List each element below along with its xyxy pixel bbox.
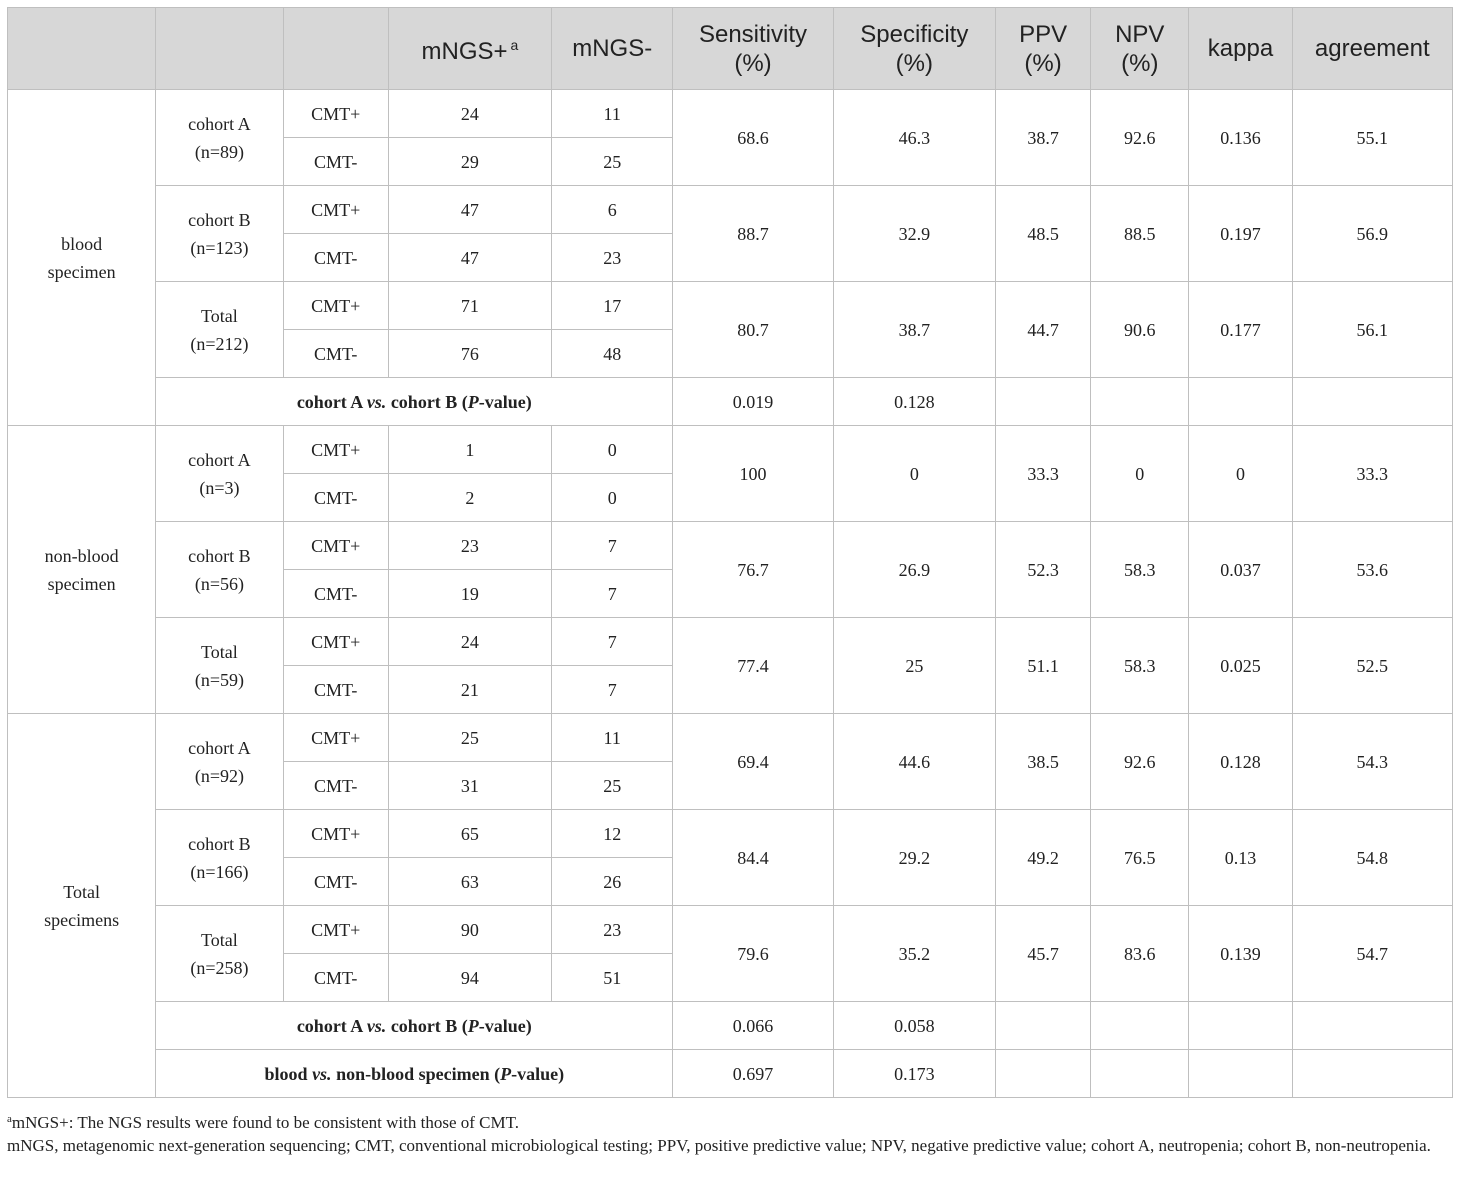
empty-cell [1292,1050,1452,1098]
mngs-neg-cell: 7 [552,618,673,666]
group-label-total: Total specimens [8,714,156,1098]
kappa-cell: 0.197 [1189,186,1292,282]
mngs-neg-cell: 17 [552,282,673,330]
mngs-neg-cell: 0 [552,474,673,522]
pvalue-specificity: 0.173 [833,1050,995,1098]
mngs-pos-cell: 31 [388,762,551,810]
footnote-a: $^a$mNGS+: The NGS results were found to be consistent with those of CMT. [7,1113,519,1132]
cmt-label: CMT+ [283,810,388,858]
kappa-cell: 0 [1189,426,1292,522]
specificity-cell: 46.3 [833,90,995,186]
agreement-cell: 54.3 [1292,714,1452,810]
cohort-label: Total (n=258) [156,906,283,1002]
mngs-neg-cell: 0 [552,426,673,474]
sensitivity-cell: 77.4 [673,618,833,714]
table-row [8,1050,1453,1098]
mngs-neg-cell: 6 [552,186,673,234]
cohort-label: cohort B (n=166) [156,810,283,906]
agreement-cell: 55.1 [1292,90,1452,186]
header-row [8,8,1453,90]
header-mngs-positive: mNGS+ $^a$ [388,8,551,90]
pvalue-label: cohort A vs. cohort B (P-value) [156,378,673,426]
cmt-label: CMT- [283,138,388,186]
cohort-label: cohort B (n=123) [156,186,283,282]
table-row [8,714,1453,762]
empty-cell [1189,378,1292,426]
npv-cell: 88.5 [1091,186,1189,282]
mngs-neg-cell: 7 [552,570,673,618]
mngs-pos-cell: 90 [388,906,551,954]
mngs-neg-cell: 25 [552,138,673,186]
table-row [8,90,1453,138]
mngs-neg-cell: 7 [552,522,673,570]
agreement-cell: 54.7 [1292,906,1452,1002]
empty-cell [1091,378,1189,426]
cmt-label: CMT- [283,666,388,714]
mngs-pos-cell: 47 [388,186,551,234]
npv-cell: 58.3 [1091,618,1189,714]
cmt-label: CMT+ [283,186,388,234]
ppv-cell: 45.7 [995,906,1090,1002]
specificity-cell: 29.2 [833,810,995,906]
mngs-neg-cell: 26 [552,858,673,906]
ppv-cell: 52.3 [995,522,1090,618]
empty-cell [1189,1050,1292,1098]
specificity-cell: 38.7 [833,282,995,378]
table-row [8,282,1453,330]
cmt-label: CMT+ [283,618,388,666]
cohort-label: Total (n=59) [156,618,283,714]
ppv-cell: 51.1 [995,618,1090,714]
npv-cell: 83.6 [1091,906,1189,1002]
ppv-cell: 49.2 [995,810,1090,906]
cmt-label: CMT+ [283,90,388,138]
cmt-label: CMT- [283,954,388,1002]
pvalue-label: blood vs. non-blood specimen (P-value) [156,1050,673,1098]
mngs-pos-cell: 19 [388,570,551,618]
sensitivity-cell: 88.7 [673,186,833,282]
ppv-cell: 38.7 [995,90,1090,186]
header-kappa: kappa [1189,8,1292,90]
header-blank-1 [8,8,156,90]
results-table [7,7,1453,1098]
table-row [8,1002,1453,1050]
ppv-cell: 38.5 [995,714,1090,810]
agreement-cell: 53.6 [1292,522,1452,618]
header-specificity: Specificity (%) [833,8,995,90]
header-npv: NPV (%) [1091,8,1189,90]
header-blank-3 [283,8,388,90]
table-row [8,618,1453,666]
npv-cell: 0 [1091,426,1189,522]
empty-cell [995,1050,1090,1098]
table-row [8,522,1453,570]
kappa-cell: 0.128 [1189,714,1292,810]
cohort-label: cohort A (n=92) [156,714,283,810]
mngs-pos-cell: 2 [388,474,551,522]
kappa-cell: 0.177 [1189,282,1292,378]
mngs-pos-cell: 65 [388,810,551,858]
specificity-cell: 0 [833,426,995,522]
sensitivity-cell: 69.4 [673,714,833,810]
pvalue-sensitivity: 0.697 [673,1050,833,1098]
mngs-pos-cell: 71 [388,282,551,330]
mngs-pos-cell: 94 [388,954,551,1002]
agreement-cell: 33.3 [1292,426,1452,522]
pvalue-sensitivity: 0.019 [673,378,833,426]
cmt-label: CMT+ [283,426,388,474]
table-row [8,810,1453,858]
table-row [8,906,1453,954]
mngs-pos-cell: 47 [388,234,551,282]
cmt-label: CMT+ [283,714,388,762]
cohort-label: Total (n=212) [156,282,283,378]
empty-cell [995,378,1090,426]
npv-cell: 76.5 [1091,810,1189,906]
sensitivity-cell: 80.7 [673,282,833,378]
mngs-pos-cell: 1 [388,426,551,474]
empty-cell [1189,1002,1292,1050]
cmt-label: CMT- [283,234,388,282]
npv-cell: 90.6 [1091,282,1189,378]
pvalue-specificity: 0.058 [833,1002,995,1050]
kappa-cell: 0.139 [1189,906,1292,1002]
mngs-neg-cell: 23 [552,234,673,282]
header-sensitivity: Sensitivity (%) [673,8,833,90]
specificity-cell: 25 [833,618,995,714]
specificity-cell: 32.9 [833,186,995,282]
specificity-cell: 35.2 [833,906,995,1002]
sensitivity-cell: 76.7 [673,522,833,618]
group-label-blood: blood specimen [8,90,156,426]
agreement-cell: 56.9 [1292,186,1452,282]
empty-cell [1091,1050,1189,1098]
mngs-pos-cell: 21 [388,666,551,714]
footnotes [7,1108,1453,1157]
npv-cell: 92.6 [1091,90,1189,186]
sensitivity-cell: 84.4 [673,810,833,906]
header-blank-2 [156,8,283,90]
mngs-neg-cell: 48 [552,330,673,378]
npv-cell: 92.6 [1091,714,1189,810]
table-row [8,426,1453,474]
group-label-non-blood: non-blood specimen [8,426,156,714]
header-ppv: PPV (%) [995,8,1090,90]
mngs-neg-cell: 11 [552,90,673,138]
pvalue-label: cohort A vs. cohort B (P-value) [156,1002,673,1050]
agreement-cell: 56.1 [1292,282,1452,378]
table-row [8,186,1453,234]
ppv-cell: 33.3 [995,426,1090,522]
cohort-label: cohort A (n=3) [156,426,283,522]
mngs-neg-cell: 7 [552,666,673,714]
kappa-cell: 0.037 [1189,522,1292,618]
cmt-label: CMT- [283,762,388,810]
footnote-abbreviations: mNGS, metagenomic next-generation sequencing; CMT, conventional microbiological testing; PPV, positive predictive value; NPV, negative predictive value; cohort A, neutropenia; cohort B, non-neutropenia. [7,1136,1431,1155]
mngs-neg-cell: 23 [552,906,673,954]
cmt-label: CMT- [283,474,388,522]
ppv-cell: 48.5 [995,186,1090,282]
sensitivity-cell: 100 [673,426,833,522]
specificity-cell: 26.9 [833,522,995,618]
mngs-neg-cell: 25 [552,762,673,810]
cmt-label: CMT- [283,858,388,906]
kappa-cell: 0.13 [1189,810,1292,906]
mngs-pos-cell: 63 [388,858,551,906]
mngs-pos-cell: 23 [388,522,551,570]
empty-cell [1091,1002,1189,1050]
table-row [8,378,1453,426]
cmt-label: CMT- [283,570,388,618]
mngs-neg-cell: 12 [552,810,673,858]
empty-cell [1292,378,1452,426]
sensitivity-cell: 79.6 [673,906,833,1002]
pvalue-sensitivity: 0.066 [673,1002,833,1050]
cmt-label: CMT- [283,330,388,378]
kappa-cell: 0.025 [1189,618,1292,714]
kappa-cell: 0.136 [1189,90,1292,186]
cmt-label: CMT+ [283,282,388,330]
pvalue-specificity: 0.128 [833,378,995,426]
mngs-neg-cell: 51 [552,954,673,1002]
empty-cell [995,1002,1090,1050]
cmt-label: CMT+ [283,522,388,570]
header-agreement: agreement [1292,8,1452,90]
npv-cell: 58.3 [1091,522,1189,618]
ppv-cell: 44.7 [995,282,1090,378]
cmt-label: CMT+ [283,906,388,954]
agreement-cell: 52.5 [1292,618,1452,714]
mngs-pos-cell: 29 [388,138,551,186]
agreement-cell: 54.8 [1292,810,1452,906]
header-mngs-negative: mNGS- [552,8,673,90]
mngs-pos-cell: 76 [388,330,551,378]
cohort-label: cohort B (n=56) [156,522,283,618]
mngs-neg-cell: 11 [552,714,673,762]
mngs-pos-cell: 25 [388,714,551,762]
mngs-pos-cell: 24 [388,618,551,666]
empty-cell [1292,1002,1452,1050]
sensitivity-cell: 68.6 [673,90,833,186]
specificity-cell: 44.6 [833,714,995,810]
cohort-label: cohort A (n=89) [156,90,283,186]
mngs-pos-cell: 24 [388,90,551,138]
